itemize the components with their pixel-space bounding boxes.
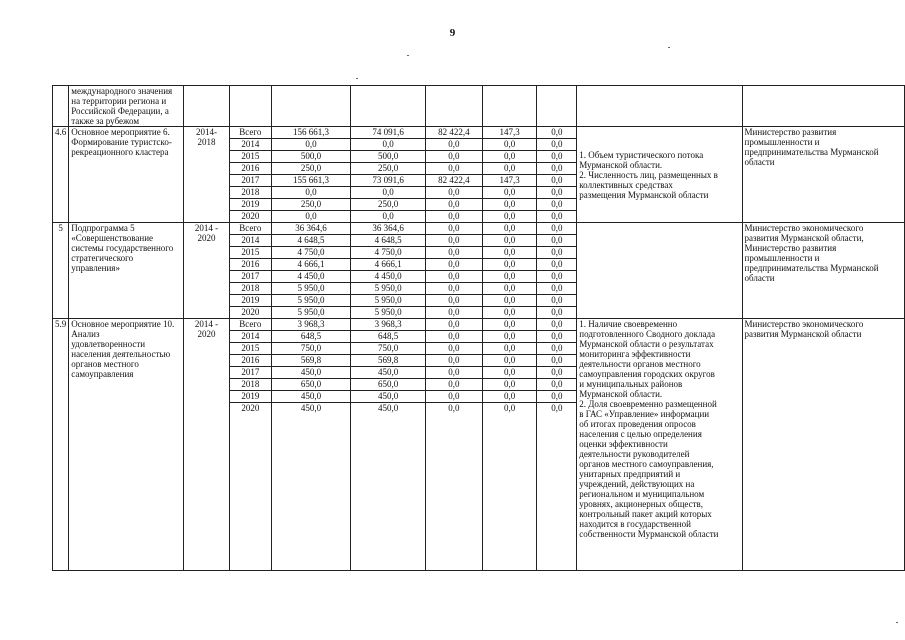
table-row-continued <box>53 86 905 127</box>
empty-cell <box>271 86 351 127</box>
value-cell-3: 0,0 <box>425 163 482 175</box>
table-row <box>53 127 905 139</box>
value-cell-3: 0,0 <box>425 295 482 307</box>
value-cell-3: 0,0 <box>425 343 482 355</box>
value-cell-4: 0,0 <box>482 307 537 319</box>
value-cell-1: 450,0 <box>271 391 351 403</box>
empty-cell <box>184 86 230 127</box>
value-cell-2: 650,0 <box>351 379 426 391</box>
value-cell-2: 74 091,6 <box>351 127 426 139</box>
value-cell-1: 4 666,1 <box>271 259 351 271</box>
year-cell: 2020 <box>229 307 271 319</box>
value-cell-5: 0,0 <box>537 187 577 199</box>
value-cell-4: 0,0 <box>482 379 537 391</box>
value-cell-4: 0,0 <box>482 247 537 259</box>
value-cell-2: 4 450,0 <box>351 271 426 283</box>
value-cell-3: 0,0 <box>425 247 482 259</box>
value-cell-4: 0,0 <box>482 235 537 247</box>
section-name: Подпрограмма 5 «Совершенствование системы государственного стратегического управления» <box>69 223 184 319</box>
value-cell-3: 0,0 <box>425 355 482 367</box>
empty-cell <box>577 86 742 127</box>
value-cell-5: 0,0 <box>537 331 577 343</box>
value-cell-5: 0,0 <box>537 391 577 403</box>
value-cell-1: 0,0 <box>271 187 351 199</box>
value-cell-4: 0,0 <box>482 343 537 355</box>
year-cell: 2015 <box>229 343 271 355</box>
value-cell-4: 0,0 <box>482 295 537 307</box>
value-cell-1: 5 950,0 <box>271 295 351 307</box>
year-cell: 2019 <box>229 391 271 403</box>
value-cell-5: 0,0 <box>537 235 577 247</box>
value-cell-2: 450,0 <box>351 403 426 571</box>
value-cell-2: 250,0 <box>351 199 426 211</box>
value-cell-4: 147,3 <box>482 127 537 139</box>
value-cell-3: 0,0 <box>425 235 482 247</box>
value-cell-4: 0,0 <box>482 355 537 367</box>
value-cell-1: 450,0 <box>271 403 351 571</box>
value-cell-1: 5 950,0 <box>271 307 351 319</box>
scan-speck <box>896 622 898 623</box>
value-cell-1: 0,0 <box>271 139 351 151</box>
value-cell-5: 0,0 <box>537 319 577 331</box>
value-cell-5: 0,0 <box>537 367 577 379</box>
value-cell-1: 156 661,3 <box>271 127 351 139</box>
value-cell-5: 0,0 <box>537 403 577 571</box>
scan-speck <box>407 55 409 56</box>
year-cell: 2016 <box>229 355 271 367</box>
responsible-cell: Министерство экономического развития Мурманской области <box>742 319 904 571</box>
scan-speck <box>668 47 670 48</box>
value-cell-2: 500,0 <box>351 151 426 163</box>
value-cell-4: 0,0 <box>482 319 537 331</box>
value-cell-1: 0,0 <box>271 211 351 223</box>
year-cell: 2018 <box>229 283 271 295</box>
value-cell-1: 650,0 <box>271 379 351 391</box>
value-cell-3: 0,0 <box>425 379 482 391</box>
section-period: 2014 - 2020 <box>184 319 230 571</box>
year-cell: 2016 <box>229 163 271 175</box>
value-cell-3: 0,0 <box>425 259 482 271</box>
empty-cell <box>742 86 904 127</box>
value-cell-3: 0,0 <box>425 199 482 211</box>
value-cell-2: 569,8 <box>351 355 426 367</box>
empty-cell <box>351 86 426 127</box>
value-cell-1: 3 968,3 <box>271 319 351 331</box>
value-cell-5: 0,0 <box>537 247 577 259</box>
value-cell-2: 4 666,1 <box>351 259 426 271</box>
value-cell-4: 0,0 <box>482 271 537 283</box>
value-cell-4: 0,0 <box>482 187 537 199</box>
year-cell: 2020 <box>229 403 271 571</box>
value-cell-1: 4 648,5 <box>271 235 351 247</box>
value-cell-1: 4 450,0 <box>271 271 351 283</box>
value-cell-3: 0,0 <box>425 223 482 235</box>
year-cell: 2018 <box>229 187 271 199</box>
table-row <box>53 223 905 235</box>
year-cell: 2019 <box>229 295 271 307</box>
section-name: Основное мероприятие 10. Анализ удовлетворенности населения деятельностью органов местного самоуправления <box>69 319 184 571</box>
value-cell-5: 0,0 <box>537 295 577 307</box>
page-number: 9 <box>449 27 456 39</box>
value-cell-1: 5 950,0 <box>271 283 351 295</box>
table-row <box>53 319 905 331</box>
value-cell-3: 0,0 <box>425 271 482 283</box>
value-cell-3: 0,0 <box>425 307 482 319</box>
value-cell-1: 250,0 <box>271 199 351 211</box>
year-cell: 2017 <box>229 175 271 187</box>
value-cell-2: 36 364,6 <box>351 223 426 235</box>
empty-cell <box>425 86 482 127</box>
year-cell: 2015 <box>229 151 271 163</box>
value-cell-1: 569,8 <box>271 355 351 367</box>
value-cell-5: 0,0 <box>537 307 577 319</box>
value-cell-2: 3 968,3 <box>351 319 426 331</box>
value-cell-5: 0,0 <box>537 139 577 151</box>
year-cell: 2015 <box>229 247 271 259</box>
value-cell-4: 0,0 <box>482 367 537 379</box>
value-cell-2: 4 750,0 <box>351 247 426 259</box>
indicators-cell: 1. Наличие своевременно подготовленного Сводного доклада Мурманской области о результатах мониторинга эффективности деятельности органов местного самоуправления городских округов и муниципальных районов Мурманской области. 2. Доля своевременно размещенной в ГАС «Управление» информации об итогах проведения опросов населения с целью определения оценки эффективности деятельности руководителей органов местного самоуправления, унитарных предприятий и учреждений, действующих на региональном и муниципальном уровнях, акционерных обществ, контрольный пакет акций которых находится в государственной собственности Мурманской области <box>577 319 742 571</box>
program-table <box>52 85 905 571</box>
value-cell-1: 500,0 <box>271 151 351 163</box>
value-cell-4: 0,0 <box>482 259 537 271</box>
value-cell-5: 0,0 <box>537 199 577 211</box>
indicators-cell <box>577 223 742 319</box>
section-number: 4.6 <box>53 127 69 223</box>
value-cell-4: 0,0 <box>482 283 537 295</box>
scan-speck <box>356 78 358 79</box>
value-cell-2: 0,0 <box>351 139 426 151</box>
empty-cell <box>537 86 577 127</box>
value-cell-4: 0,0 <box>482 391 537 403</box>
value-cell-5: 0,0 <box>537 343 577 355</box>
value-cell-2: 450,0 <box>351 391 426 403</box>
year-cell: 2018 <box>229 379 271 391</box>
value-cell-5: 0,0 <box>537 355 577 367</box>
value-cell-5: 0,0 <box>537 211 577 223</box>
year-cell: Всего <box>229 223 271 235</box>
year-cell: 2017 <box>229 271 271 283</box>
value-cell-3: 0,0 <box>425 187 482 199</box>
value-cell-4: 147,3 <box>482 175 537 187</box>
year-cell: 2016 <box>229 259 271 271</box>
value-cell-1: 155 661,3 <box>271 175 351 187</box>
value-cell-1: 450,0 <box>271 367 351 379</box>
value-cell-5: 0,0 <box>537 175 577 187</box>
value-cell-5: 0,0 <box>537 223 577 235</box>
year-cell: 2014 <box>229 235 271 247</box>
year-cell: 2014 <box>229 331 271 343</box>
empty-cell <box>482 86 537 127</box>
value-cell-3: 0,0 <box>425 331 482 343</box>
value-cell-2: 0,0 <box>351 211 426 223</box>
cell-num-empty <box>53 86 69 127</box>
value-cell-4: 0,0 <box>482 139 537 151</box>
program-table-sheet <box>52 85 905 571</box>
section-number: 5 <box>53 223 69 319</box>
value-cell-3: 82 422,4 <box>425 175 482 187</box>
value-cell-5: 0,0 <box>537 151 577 163</box>
value-cell-3: 0,0 <box>425 319 482 331</box>
year-cell: 2019 <box>229 199 271 211</box>
value-cell-3: 0,0 <box>425 391 482 403</box>
value-cell-1: 36 364,6 <box>271 223 351 235</box>
value-cell-5: 0,0 <box>537 127 577 139</box>
year-cell: 2020 <box>229 211 271 223</box>
value-cell-5: 0,0 <box>537 271 577 283</box>
value-cell-4: 0,0 <box>482 403 537 571</box>
value-cell-5: 0,0 <box>537 259 577 271</box>
value-cell-4: 0,0 <box>482 223 537 235</box>
section-number: 5.9 <box>53 319 69 571</box>
value-cell-2: 73 091,6 <box>351 175 426 187</box>
value-cell-1: 250,0 <box>271 163 351 175</box>
value-cell-3: 0,0 <box>425 211 482 223</box>
value-cell-2: 5 950,0 <box>351 283 426 295</box>
value-cell-1: 648,5 <box>271 331 351 343</box>
year-cell: 2014 <box>229 139 271 151</box>
value-cell-1: 750,0 <box>271 343 351 355</box>
value-cell-3: 82 422,4 <box>425 127 482 139</box>
year-cell: 2017 <box>229 367 271 379</box>
section-name: Основное мероприятие 6. Формирование туристско- рекреационного кластера <box>69 127 184 223</box>
value-cell-3: 0,0 <box>425 151 482 163</box>
section-period: 2014- 2018 <box>184 127 230 223</box>
value-cell-3: 0,0 <box>425 283 482 295</box>
value-cell-4: 0,0 <box>482 211 537 223</box>
value-cell-5: 0,0 <box>537 283 577 295</box>
year-cell: Всего <box>229 127 271 139</box>
value-cell-2: 5 950,0 <box>351 295 426 307</box>
value-cell-2: 5 950,0 <box>351 307 426 319</box>
year-cell: Всего <box>229 319 271 331</box>
value-cell-5: 0,0 <box>537 163 577 175</box>
value-cell-2: 0,0 <box>351 187 426 199</box>
section-period: 2014 - 2020 <box>184 223 230 319</box>
value-cell-4: 0,0 <box>482 199 537 211</box>
indicators-cell: 1. Объем туристического потока Мурманской области. 2. Численность лиц, размещенных в коллективных средствах размещения Мурманской области <box>577 127 742 223</box>
value-cell-2: 750,0 <box>351 343 426 355</box>
responsible-cell: Министерство развития промышленности и предпринимательства Мурманской области <box>742 127 904 223</box>
value-cell-5: 0,0 <box>537 379 577 391</box>
value-cell-3: 0,0 <box>425 367 482 379</box>
value-cell-4: 0,0 <box>482 163 537 175</box>
value-cell-2: 450,0 <box>351 367 426 379</box>
responsible-cell: Министерство экономического развития Мурманской области, Министерство развития промышленности и предпринимательства Мурманской области <box>742 223 904 319</box>
value-cell-2: 4 648,5 <box>351 235 426 247</box>
value-cell-2: 250,0 <box>351 163 426 175</box>
continued-name-cell: международного значения на территории региона и Российской Федерации, а также за рубежом <box>69 86 184 127</box>
empty-cell <box>229 86 271 127</box>
value-cell-4: 0,0 <box>482 151 537 163</box>
value-cell-3: 0,0 <box>425 139 482 151</box>
value-cell-4: 0,0 <box>482 331 537 343</box>
value-cell-3: 0,0 <box>425 403 482 571</box>
value-cell-2: 648,5 <box>351 331 426 343</box>
value-cell-1: 4 750,0 <box>271 247 351 259</box>
